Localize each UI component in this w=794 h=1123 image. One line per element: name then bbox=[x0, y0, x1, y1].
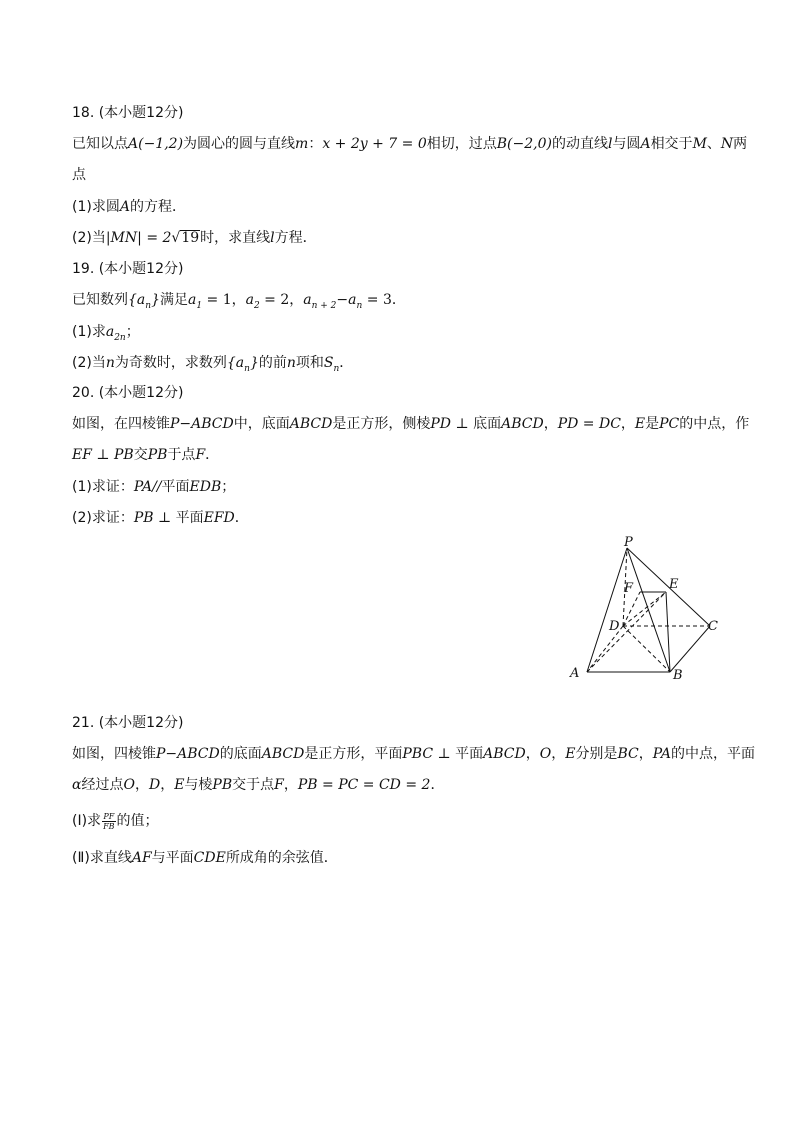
q20-stem-line1: 如图，在四棱锥P−ABCD中，底面ABCD是正方形，侧棱PD ⊥ 底面ABCD，PD = DC，E是PC的中点，作 bbox=[72, 416, 750, 432]
label-C: C bbox=[708, 619, 718, 634]
edge-BC bbox=[670, 626, 710, 672]
q20-part1: (1)求证：PA//平面EDB； bbox=[72, 479, 236, 495]
label-D: D bbox=[609, 619, 620, 634]
q20-part2: (2)求证：PB ⊥ 平面EFD． bbox=[72, 510, 249, 526]
label-P: P bbox=[624, 535, 633, 550]
q20-stem-line2: EF ⊥ PB交PB于点F． bbox=[72, 447, 220, 463]
q21-stem-line2: α经过点O，D，E与棱PB交于点F，PB = PC = CD = 2． bbox=[72, 777, 445, 793]
q20-header: 20. (本小题12分) bbox=[72, 385, 184, 401]
pyramid-figure bbox=[560, 530, 730, 685]
edge-EB bbox=[666, 592, 670, 672]
label-A: A bbox=[570, 666, 580, 681]
q19-part1: (1)求$a_{2n}$； bbox=[72, 324, 140, 343]
fraction-pf-fb: $\frac{PF}{FB}$ bbox=[103, 811, 115, 831]
q19-stem: 已知数列$\{a_n\}$满足$a_1 = 1$，$a_2 = 2$，$a_{n + 2}-a_n = 3$． bbox=[72, 292, 406, 311]
q18-stem-line1: 已知以点A(−1,2)为圆心的圆与直线m：x + 2y + 7 = 0相切，过点B(−2,0)的动直线l与圆A相交于M、N两 bbox=[72, 136, 748, 152]
q21-part2: (Ⅱ)求直线AF与平面CDE所成角的余弦值． bbox=[72, 850, 338, 866]
q18-header: 18. (本小题12分) bbox=[72, 105, 184, 121]
q18-part1: (1)求圆A的方程． bbox=[72, 199, 186, 215]
edge-AE-hidden bbox=[587, 592, 666, 672]
edge-PA bbox=[587, 548, 627, 672]
q18-part2: (2)当|MN| = 2√19时，求直线l方程． bbox=[72, 230, 317, 246]
q19-header: 19. (本小题12分) bbox=[72, 261, 184, 277]
label-B: B bbox=[673, 668, 683, 683]
q21-stem-line1: 如图，四棱锥P−ABCD的底面ABCD是正方形，平面PBC ⊥ 平面ABCD，O，E分别是BC，PA的中点，平面 bbox=[72, 746, 755, 762]
q19-part2: (2)当n为奇数时，求数列$\{a_n\}$的前n项和$S_n$． bbox=[72, 355, 354, 374]
q21-part1: (Ⅰ)求 $\frac{PF}{FB}$ 的值； bbox=[72, 811, 159, 831]
edge-DB-hidden bbox=[623, 626, 670, 672]
q18-stem-line2: 点 bbox=[72, 167, 86, 183]
label-F: F bbox=[624, 581, 634, 596]
q21-header: 21. (本小题12分) bbox=[72, 715, 184, 731]
label-E: E bbox=[669, 577, 679, 592]
